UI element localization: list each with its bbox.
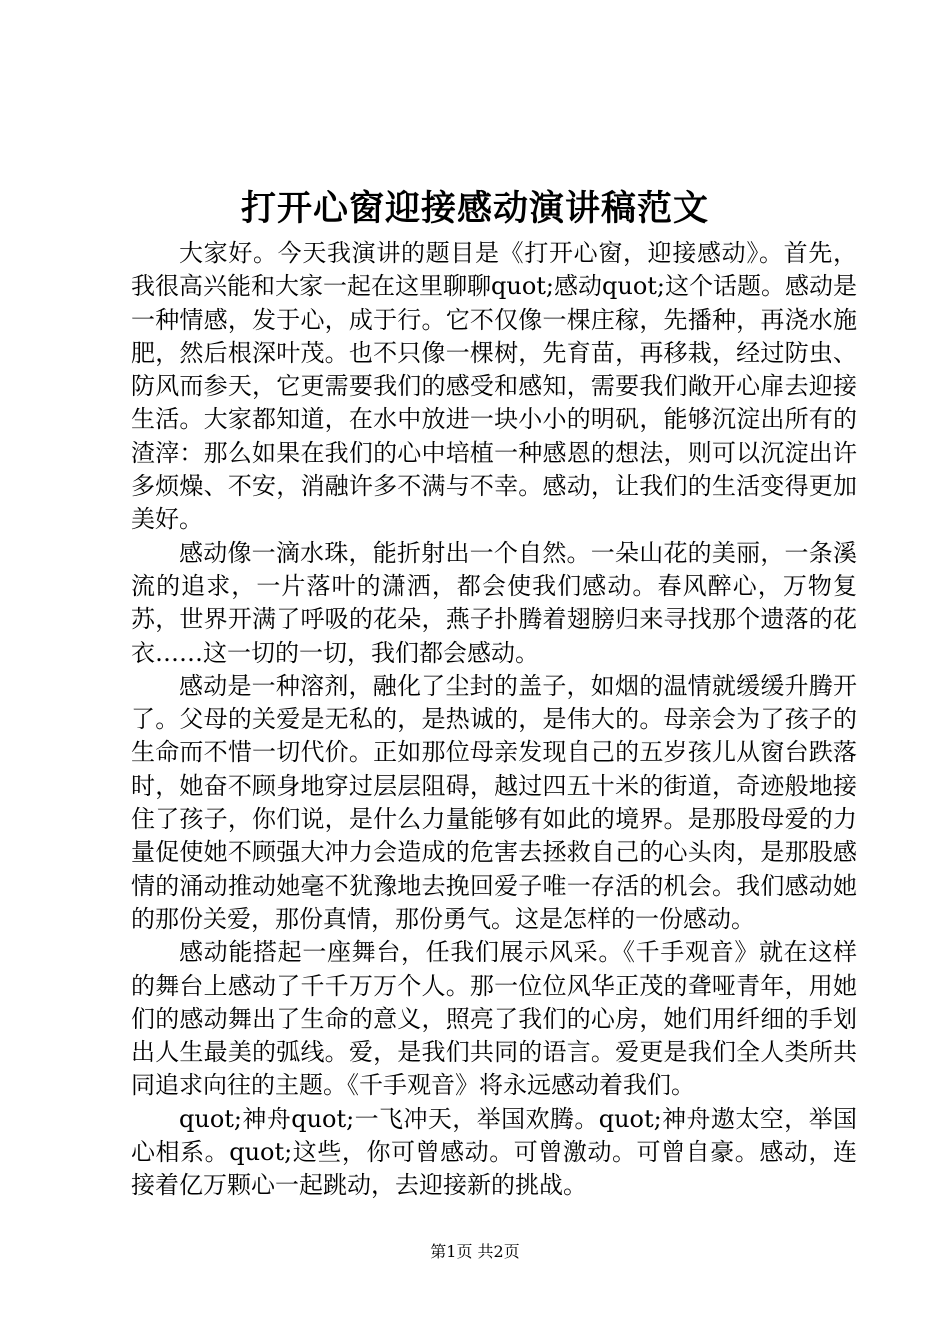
paragraph-1: 大家好。今天我演讲的题目是《打开心窗，迎接感动》。首先，我很高兴能和大家一起在这里聊聊quot;感动quot;这个话题。感动是一种情感，发于心，成于行。它不仅像一棵庄稼，先播种，再浇水施肥，然后根深叶茂。也不只像一棵树，先育苗，再移栽，经过防虫、防风而参天，它更需要我们的感受和感知，需要我们敞开心扉去迎接生活。大家都知道，在水中放进一块小小的明矾，能够沉淀出所有的渣滓：那么如果在我们的心中培植一种感恩的想法，则可以沉淀出许多烦燥、不安，消融许多不满与不幸。感动，让我们的生活变得更加美好。 — [131, 239, 857, 534]
page-footer: 第1页 共2页 — [430, 1242, 520, 1261]
document-body — [131, 237, 857, 1203]
paragraph-2: 感动像一滴水珠，能折射出一个自然。一朵山花的美丽，一条溪流的追求，一片落叶的潇洒，都会使我们感动。春风醉心，万物复苏，世界开满了呼吸的花朵，燕子扑腾着翅膀归来寻找那个遗落的花衣……这一切的一切，我们都会感动。 — [131, 538, 857, 667]
paragraph-4: 感动能搭起一座舞台，任我们展示风采。《千手观音》就在这样的舞台上感动了千千万万个人。那一位位风华正茂的聋哑青年，用她们的感动舞出了生命的意义，照亮了我们的心房，她们用纤细的手划出人生最美的弧线。爱，是我们共同的语言。爱更是我们全人类所共同追求向往的主题。《千手观音》将永远感动着我们。 — [131, 938, 857, 1100]
paragraph-5: quot;神舟quot;一飞冲天，举国欢腾。quot;神舟遨太空，举国心相系。quot;这些，你可曾感动。可曾激动。可曾自豪。感动，连接着亿万颗心一起跳动，去迎接新的挑战。 — [131, 1104, 857, 1200]
document-title: 打开心窗迎接感动演讲稿范文 — [240, 188, 709, 229]
paragraph-3: 感动是一种溶剂，融化了尘封的盖子，如烟的温情就缓缓升腾开了。父母的关爱是无私的，是热诚的，是伟大的。母亲会为了孩子的生命而不惜一切代价。正如那位母亲发现自己的五岁孩儿从窗台跌落时，她奋不顾身地穿过层层阻碍，越过四五十米的街道，奇迹般地接住了孩子，你们说，是什么力量能够有如此的境界。是那股母爱的力量促使她不顾强大冲力会造成的危害去拯救自己的心头肉，是那股感情的涌动推动她毫不犹豫地去挽回爱子唯一存活的机会。我们感动她的那份关爱，那份真情，那份勇气。这是怎样的一份感动。 — [131, 671, 857, 933]
